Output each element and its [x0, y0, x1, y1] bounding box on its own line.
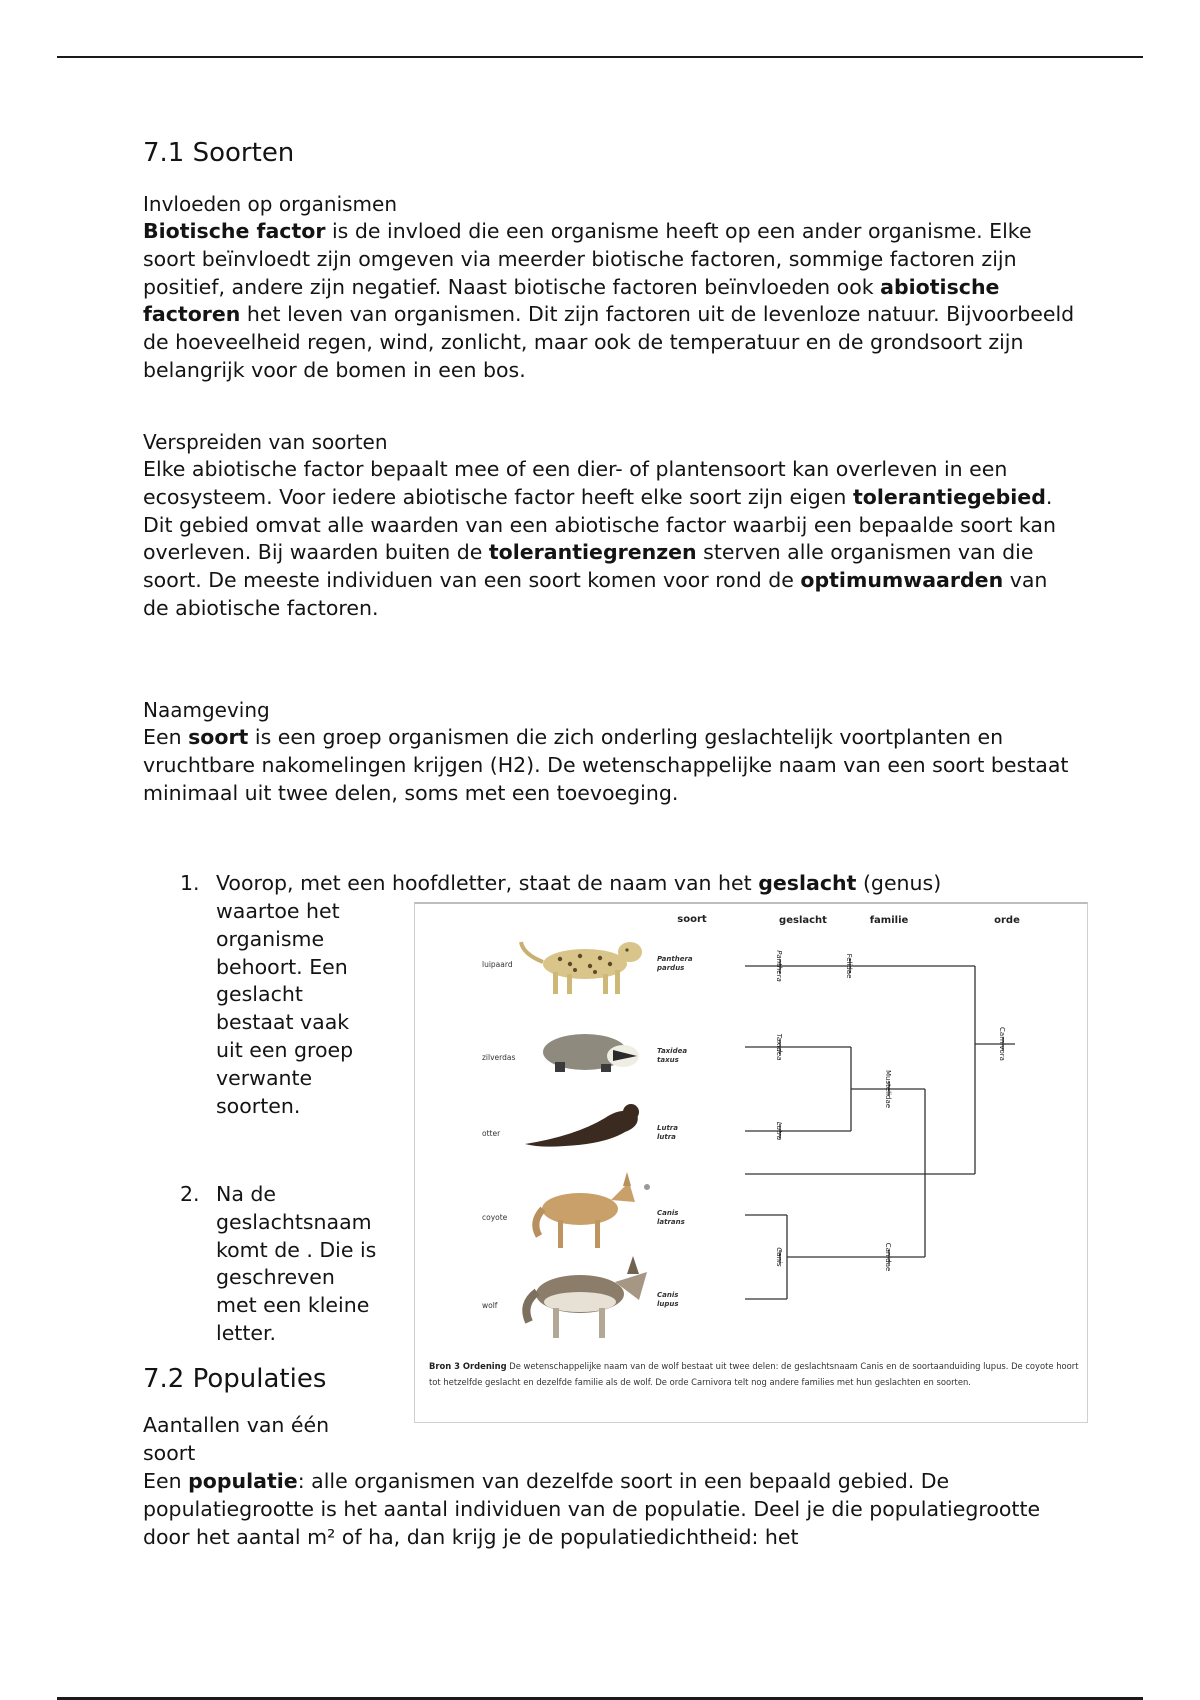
- paragraph-populatie: Een populatie: alle organismen van dezelfde soort in een bepaald gebied. De populatiegrootte is het aantal individuen van de populatie. Deel je die populatiegrootte door het aantal m² of ha, dan krijg je de populatiedichtheid: het: [143, 1469, 1041, 1549]
- term-geslacht: geslacht: [758, 871, 857, 895]
- list-number-1: 1.: [180, 871, 200, 895]
- term-abiotische-factoren: abiotische factoren: [143, 274, 1000, 327]
- family-label-felidae: Felidae: [845, 953, 853, 979]
- animal-name-otter: otter: [482, 1129, 501, 1138]
- header-soort: soort: [677, 914, 707, 925]
- species-epithet-taxus: taxus: [657, 1056, 679, 1064]
- wolf-icon: [526, 1256, 647, 1338]
- term-tolerantiegebied: tolerantiegebied: [852, 484, 1046, 509]
- header-orde: orde: [994, 915, 1020, 926]
- subheading-naamgeving: Naamgeving: [143, 698, 270, 722]
- term-biotische-factor: Biotische factor: [143, 219, 326, 243]
- list-number-2: 2.: [180, 1182, 200, 1206]
- list-item-1-first-line: Voorop, met een hoofdletter, staat de naam van het geslacht (genus): [216, 871, 942, 895]
- genus-label-taxidea: Taxidea: [775, 1033, 783, 1061]
- genus-label-panthera: Panthera: [775, 950, 783, 982]
- paragraph-biotische-factoren: Biotische factor is de invloed die een organisme heeft op een ander organisme. Elke soort beïnvloedt zijn omgeven via meerder biotische factoren, sommige factoren zijn positief, andere zijn negatief. Naast biotische factoren beïnvloeden ook abiotische factoren het leven van organismen. Dit zijn factoren uit de levenloze natuur. Bijvoorbeeld de hoeveelheid regen, wind, zonlicht, maar ook de temperatuur en de grondsoort zijn belangrijk voor de bomen in een bos.: [143, 219, 1075, 382]
- family-label-canidae: Canidae: [884, 1242, 892, 1272]
- list-item-2: Na de geslachtsnaam komt de . Die is geschreven met een kleine letter.: [216, 1182, 377, 1345]
- order-label-carnivora: Carnivora: [998, 1027, 1006, 1061]
- list-item-1-rest: waartoe het organisme behoort. Een geslacht bestaat vaak uit een groep verwante soorten.: [216, 899, 354, 1118]
- genus-label-lutra: Lutra: [775, 1121, 783, 1141]
- animal-name-luipaard: luipaard: [482, 960, 513, 969]
- leopard-icon: [521, 942, 642, 994]
- header-familie: familie: [869, 915, 909, 926]
- species-genus-taxidea: Taxidea: [657, 1047, 688, 1055]
- species-epithet-latrans: latrans: [657, 1218, 685, 1226]
- animal-name-zilverdas: zilverdas: [482, 1053, 516, 1062]
- paragraph-verspreiden: Elke abiotische factor bepaalt mee of een dier- of plantensoort kan overleven in een ecosysteem. Voor iedere abiotische factor heeft elke soort zijn eigen tolerantiegebied. Dit gebied omvat alle waarden van een abiotische factor waarbij een bepaalde soort kan overleven. Bij waarden buiten de tolerantiegrenzen sterven alle organismen van die soort. De meeste individuen van een soort komen voor rond de optimumwaarden van de abiotische factoren.: [143, 457, 1056, 620]
- subheading-invloeden: Invloeden op organismen: [143, 192, 398, 216]
- family-label-mustelidae: Mustelidae: [884, 1069, 892, 1109]
- subheading-aantallen: Aantallen van één soort: [143, 1413, 330, 1465]
- header-geslacht: geslacht: [779, 915, 827, 926]
- top-rule: [57, 56, 1143, 58]
- section-title-soorten: 7.1 Soorten: [143, 138, 295, 168]
- taxonomy-diagram: [415, 904, 1087, 1354]
- term-populatie: populatie: [188, 1469, 298, 1493]
- species-genus-lutra: Lutra: [657, 1124, 678, 1132]
- term-optimumwaarden: optimumwaarden: [800, 568, 1004, 593]
- species-genus-panthera: Panthera: [657, 955, 693, 963]
- figure-caption: Bron 3 Ordening De wetenschappelijke naam van de wolf bestaat uit twee delen: de geslachtsnaam Canis en de soortaanduiding lupus. De coyote hoort tot hetzelfde geslacht en dezelfde familie als de wolf. De orde Carnivora telt nog andere families met hun geslachten en soorten.: [429, 1361, 1079, 1387]
- animal-name-coyote: coyote: [482, 1213, 508, 1222]
- species-genus-canis-coyote: Canis: [657, 1209, 679, 1217]
- paragraph-naamgeving: Een soort is een groep organismen die zich onderling geslachtelijk voortplanten en vruchtbare nakomelingen krijgen (H2). De wetenschappelijke naam van een soort bestaat minimaal uit twee delen, soms met een toevoeging.: [143, 725, 1069, 805]
- tree-lines: [745, 959, 1015, 1299]
- species-epithet-lupus: lupus: [657, 1300, 679, 1308]
- coyote-icon: [536, 1172, 650, 1248]
- subheading-verspreiden: Verspreiden van soorten: [143, 430, 388, 454]
- term-tolerantiegrenzen: tolerantiegrenzen: [488, 540, 697, 565]
- genus-label-canis: Canis: [775, 1247, 783, 1267]
- otter-icon: [525, 1104, 639, 1147]
- species-genus-canis-wolf: Canis: [657, 1291, 679, 1299]
- species-epithet-lutra: lutra: [657, 1133, 676, 1141]
- species-epithet-pardus: pardus: [657, 964, 685, 972]
- animal-name-wolf: wolf: [482, 1301, 498, 1310]
- section-title-populaties: 7.2 Populaties: [143, 1364, 327, 1394]
- taxonomy-figure: [414, 902, 1088, 1423]
- term-soort: soort: [188, 725, 249, 749]
- badger-icon: [543, 1034, 639, 1072]
- figure-caption-label: Bron 3 Ordening: [429, 1361, 507, 1371]
